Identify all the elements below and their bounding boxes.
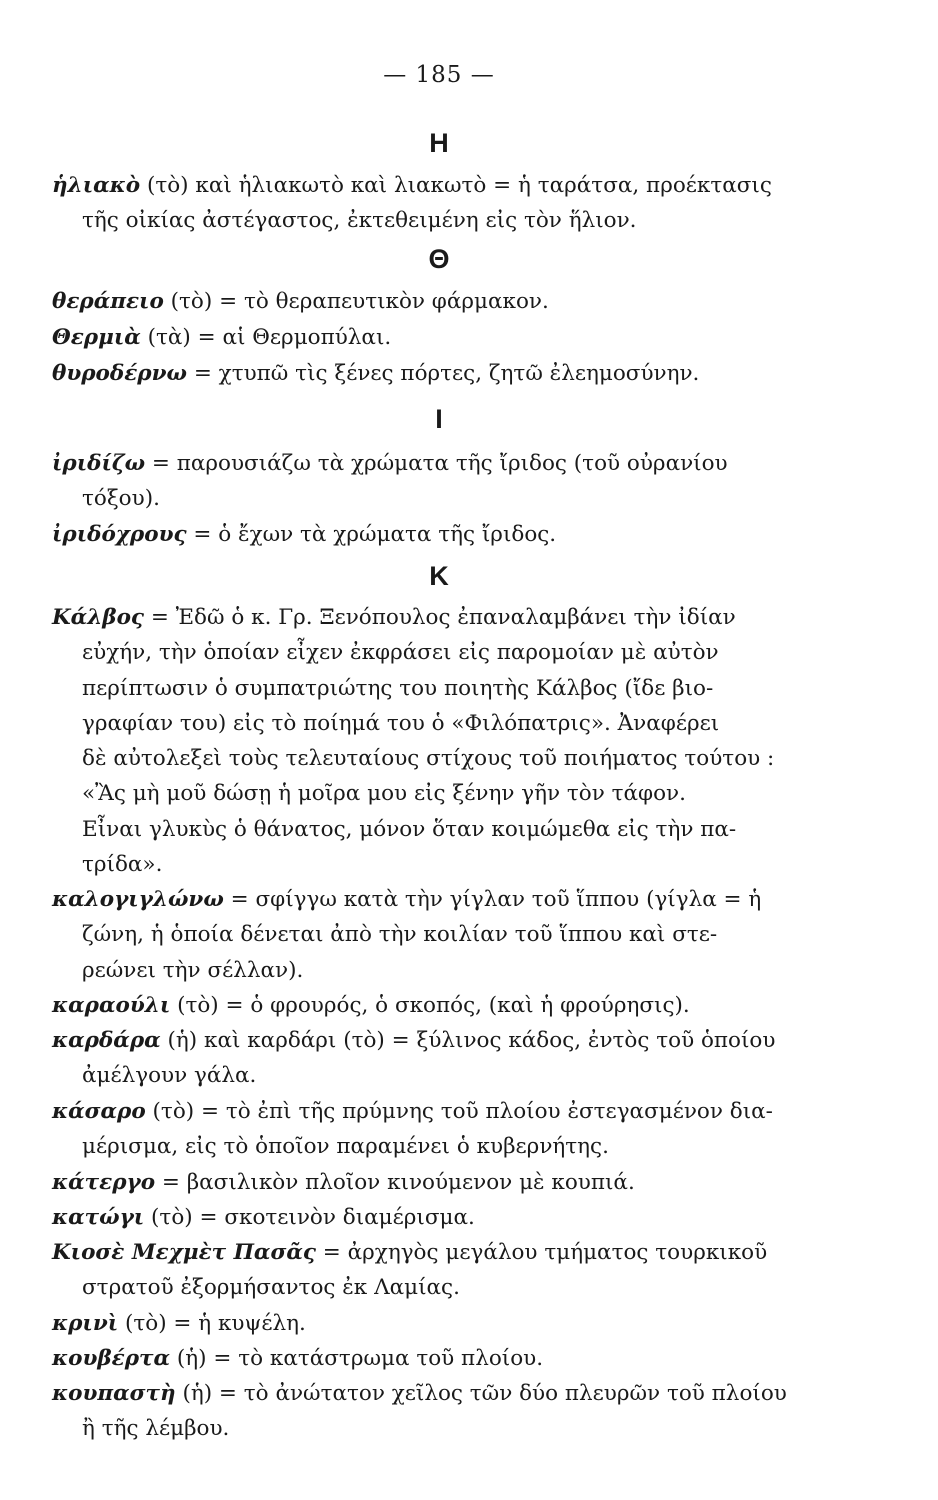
definition-line: Εἶναι γλυκὺς ὁ θάνατος, μόνον ὅταν κοιμώμεθα εἰς τὴν πα- [82, 816, 737, 842]
headword: κρινὶ [52, 1311, 119, 1336]
definition-line: τρίδα». [82, 852, 163, 878]
definition-line: = χτυπῶ τὶς ξένες πόρτες, ζητῶ ἐλεημοσύνην. [187, 361, 700, 386]
entry-kiose-mehmet-pasas [52, 1235, 822, 1306]
definition-line: τόξου). [82, 486, 160, 512]
headword: Κάλβος [52, 605, 145, 630]
definition-line: (τὸ) = ἡ κυψέλη. [118, 1311, 306, 1336]
headword: καραούλι [52, 993, 171, 1018]
definition-line: στρατοῦ ἐξορμήσαντος ἐκ Λαμίας. [82, 1275, 460, 1301]
definition-line: περίπτωσιν ὁ συμπατριώτης του ποιητὴς Κάλβος (ἴδε βιο- [82, 675, 714, 701]
entry-thyroderno [52, 356, 822, 391]
definition-line: = Ἐδῶ ὁ κ. Γρ. Ξενόπουλος ἐπαναλαμβάνει τὴν ἰδίαν [144, 605, 736, 630]
definition-line: ρεώνει τὴν σέλλαν). [82, 957, 304, 983]
entry-kalvos [52, 600, 822, 882]
entry-thermia [52, 320, 822, 355]
definition-line: ἢ τῆς λέμβου. [82, 1416, 230, 1442]
definition-line: δὲ αὐτολεξεὶ τοὺς τελευταίους στίχους τοῦ ποιήματος τούτου : [82, 746, 775, 772]
definition-line: (ἡ) = τὸ κατάστρωμα τοῦ πλοίου. [170, 1346, 544, 1371]
definition-line: (τὸ) = τὸ θεραπευτικὸν φάρμακον. [163, 289, 549, 314]
definition-line: = ἀρχηγὸς μεγάλου τμήματος τουρκικοῦ [315, 1240, 768, 1265]
definition-line: = ὁ ἔχων τὰ χρώματα τῆς ἴριδος. [186, 522, 557, 547]
definition-line: (τὸ) = σκοτεινὸν διαμέρισμα. [144, 1205, 475, 1230]
headword: θυροδέρνω [52, 361, 187, 386]
headword: κάσαρο [52, 1099, 146, 1124]
headword: κουπαστὴ [52, 1381, 176, 1406]
section-letter-kappa: Κ [429, 561, 449, 591]
definition-line: μέρισμα, εἰς τὸ ὁποῖον παραμένει ὁ κυβερνήτης. [82, 1134, 609, 1160]
definition-line: (ἡ) καὶ καρδάρι (τὸ) = ξύλινος κάδος, ἐντὸς τοῦ ὁποίου [160, 1028, 776, 1053]
headword: ἡλιακὸ [52, 173, 141, 198]
headword: θεράπειο [52, 289, 164, 314]
definition-line: ἀμέλγουν γάλα. [82, 1063, 257, 1089]
definition-line: (τὸ) καὶ ἡλιακωτὸ καὶ λιακωτὸ = ἡ ταράτσα, προέκτασις [140, 173, 772, 198]
entry-iridochrous [52, 517, 822, 552]
section-letter-theta: Θ [428, 244, 450, 274]
section-letter-iota: Ι [435, 404, 443, 434]
headword: ἰριδόχρους [52, 522, 187, 547]
definition-line: = σφίγγω κατὰ τὴν γίγλαν τοῦ ἵππου (γίγλα = ἡ [223, 887, 762, 912]
headword: Κιοσὲ Μεχμὲτ Πασᾶς [52, 1240, 316, 1265]
entry-koupasti [52, 1376, 822, 1447]
definition-line: γραφίαν του) εἰς τὸ ποίημά του ὁ «Φιλόπατρις». Ἀναφέρει [82, 710, 720, 736]
definition-line: (ἡ) = τὸ ἀνώτατον χεῖλος τῶν δύο πλευρῶν τοῦ πλοίου [175, 1381, 787, 1406]
entry-katogi [52, 1200, 822, 1235]
entry-kasaro [52, 1094, 822, 1165]
section-letter-eta: Η [429, 128, 449, 158]
definition-line: = παρουσιάζω τὰ χρώματα τῆς ἴριδος (τοῦ οὐρανίου [145, 451, 728, 476]
headword: καλογιγλώνω [52, 887, 224, 912]
entry-therapeio [52, 284, 822, 319]
definition-line: (τὰ) = αἱ Θερμοπύλαι. [140, 325, 392, 350]
entry-katergo [52, 1165, 822, 1200]
entry-iridizo [52, 446, 822, 517]
entry-krini [52, 1306, 822, 1341]
definition-line: τῆς οἰκίας ἀστέγαστος, ἐκτεθειμένη εἰς τὸν ἥλιον. [82, 208, 637, 234]
entry-kalogiglono [52, 882, 822, 988]
headword: καρδάρα [52, 1028, 161, 1053]
entry-iliako [52, 168, 822, 239]
headword: κατώγι [52, 1205, 145, 1230]
entry-kouverta [52, 1341, 822, 1376]
definition-line: «Ἂς μὴ μοῦ δώσῃ ἡ μοῖρα μου εἰς ξένην γῆν τὸν τάφον. [82, 781, 686, 807]
definition-line: εὐχήν, τὴν ὁποίαν εἶχεν ἐκφράσει εἰς παρομοίαν μὲ αὐτὸν [82, 640, 719, 666]
definition-line: (τὸ) = ὁ φρουρός, ὁ σκοπός, (καὶ ἡ φρούρησις). [170, 993, 690, 1018]
headword: Θερμιὰ [52, 325, 141, 350]
headword: κουβέρτα [52, 1346, 171, 1371]
entry-kardara [52, 1023, 822, 1094]
definition-line: ζώνη, ἡ ὁποία δένεται ἀπὸ τὴν κοιλίαν τοῦ ἵππου καὶ στε- [82, 922, 718, 948]
page-number: — 185 — [383, 62, 495, 88]
headword: ἰριδίζω [52, 451, 146, 476]
entry-karaouli [52, 988, 822, 1023]
definition-line: = βασιλικὸν πλοῖον κινούμενον μὲ κουπιά. [155, 1170, 635, 1195]
definition-line: (τὸ) = τὸ ἐπὶ τῆς πρύμνης τοῦ πλοίου ἐστεγασμένον δια- [145, 1099, 773, 1124]
headword: κάτεργο [52, 1170, 156, 1195]
